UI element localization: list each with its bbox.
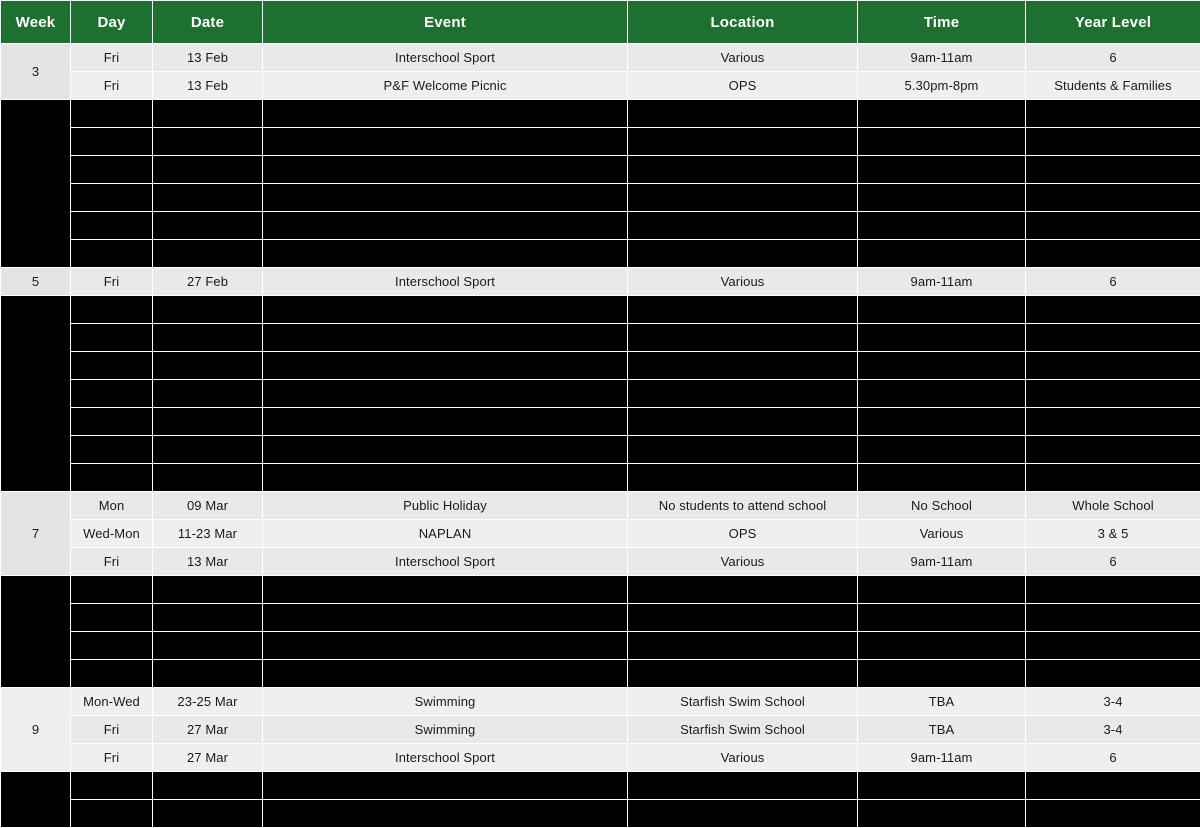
column-header-time: Time: [858, 1, 1026, 44]
cell-year-level: [1026, 184, 1200, 212]
cell-location: OPS: [628, 520, 858, 548]
cell-date: [153, 296, 263, 324]
cell-year-level: Students & Families: [1026, 72, 1200, 100]
cell-day: [71, 408, 153, 436]
cell-location: OPS: [628, 72, 858, 100]
cell-date: [153, 660, 263, 688]
table-row: [1, 324, 1200, 352]
table-row: [1, 408, 1200, 436]
cell-time: [858, 128, 1026, 156]
column-header-year-level: Year Level: [1026, 1, 1200, 44]
cell-time: No School: [858, 492, 1026, 520]
cell-day: [71, 800, 153, 828]
cell-event: Interschool Sport: [263, 44, 628, 72]
cell-location: Various: [628, 268, 858, 296]
cell-event: [263, 184, 628, 212]
cell-year-level: [1026, 380, 1200, 408]
table-row: [1, 100, 1200, 128]
cell-year-level: 6: [1026, 744, 1200, 772]
cell-year-level: [1026, 240, 1200, 268]
cell-event: [263, 660, 628, 688]
cell-year-level: [1026, 604, 1200, 632]
table-row: [1, 380, 1200, 408]
cell-day: Fri: [71, 548, 153, 576]
cell-day: [71, 632, 153, 660]
cell-year-level: 3-4: [1026, 716, 1200, 744]
table-header: [1, 1, 1200, 44]
cell-time: [858, 156, 1026, 184]
cell-event: [263, 772, 628, 800]
cell-location: [628, 324, 858, 352]
table-row: [1, 268, 1200, 296]
cell-day: [71, 660, 153, 688]
cell-time: [858, 352, 1026, 380]
table-row: [1, 72, 1200, 100]
table-row: [1, 548, 1200, 576]
cell-day: [71, 212, 153, 240]
cell-year-level: [1026, 436, 1200, 464]
cell-date: [153, 128, 263, 156]
column-header-date: Date: [153, 1, 263, 44]
cell-time: TBA: [858, 688, 1026, 716]
cell-location: Various: [628, 44, 858, 72]
cell-time: [858, 604, 1026, 632]
cell-year-level: 3-4: [1026, 688, 1200, 716]
cell-date: [153, 184, 263, 212]
cell-day: [71, 352, 153, 380]
cell-date: [153, 240, 263, 268]
cell-location: [628, 352, 858, 380]
cell-year-level: [1026, 576, 1200, 604]
cell-week: 7: [1, 492, 71, 576]
cell-date: [153, 464, 263, 492]
cell-event: [263, 632, 628, 660]
cell-date: 11-23 Mar: [153, 520, 263, 548]
cell-time: [858, 296, 1026, 324]
cell-day: [71, 240, 153, 268]
cell-day: [71, 128, 153, 156]
table-row: [1, 716, 1200, 744]
cell-date: 13 Mar: [153, 548, 263, 576]
cell-day: [71, 296, 153, 324]
cell-week: [1, 100, 71, 268]
cell-event: [263, 212, 628, 240]
cell-time: [858, 380, 1026, 408]
cell-week: [1, 772, 71, 828]
cell-year-level: [1026, 100, 1200, 128]
cell-location: No students to attend school: [628, 492, 858, 520]
cell-year-level: [1026, 156, 1200, 184]
cell-event: [263, 100, 628, 128]
cell-day: Fri: [71, 72, 153, 100]
cell-year-level: [1026, 128, 1200, 156]
cell-date: [153, 352, 263, 380]
cell-time: 9am-11am: [858, 44, 1026, 72]
cell-event: Swimming: [263, 716, 628, 744]
cell-year-level: [1026, 800, 1200, 828]
cell-time: [858, 464, 1026, 492]
cell-location: [628, 772, 858, 800]
cell-location: [628, 128, 858, 156]
cell-day: [71, 576, 153, 604]
cell-day: [71, 324, 153, 352]
cell-year-level: [1026, 408, 1200, 436]
cell-date: [153, 380, 263, 408]
cell-year-level: 3 & 5: [1026, 520, 1200, 548]
table-row: [1, 184, 1200, 212]
cell-event: [263, 576, 628, 604]
cell-event: [263, 352, 628, 380]
table-row: [1, 660, 1200, 688]
header-row: [1, 1, 1200, 44]
cell-time: [858, 324, 1026, 352]
cell-location: [628, 604, 858, 632]
cell-location: [628, 576, 858, 604]
cell-event: [263, 156, 628, 184]
cell-date: [153, 772, 263, 800]
cell-year-level: Whole School: [1026, 492, 1200, 520]
cell-date: 27 Mar: [153, 716, 263, 744]
cell-location: [628, 100, 858, 128]
cell-time: [858, 436, 1026, 464]
cell-date: [153, 604, 263, 632]
cell-day: [71, 380, 153, 408]
column-header-week: Week: [1, 1, 71, 44]
table-row: [1, 464, 1200, 492]
cell-event: [263, 436, 628, 464]
cell-week: 9: [1, 688, 71, 772]
cell-event: [263, 464, 628, 492]
table-row: [1, 240, 1200, 268]
table-row: [1, 436, 1200, 464]
cell-location: [628, 212, 858, 240]
cell-event: NAPLAN: [263, 520, 628, 548]
cell-location: [628, 632, 858, 660]
cell-location: Starfish Swim School: [628, 688, 858, 716]
cell-location: [628, 156, 858, 184]
cell-event: [263, 240, 628, 268]
cell-year-level: [1026, 324, 1200, 352]
cell-location: [628, 240, 858, 268]
cell-week: 5: [1, 268, 71, 296]
cell-day: [71, 464, 153, 492]
cell-date: 23-25 Mar: [153, 688, 263, 716]
cell-date: 09 Mar: [153, 492, 263, 520]
table-row: [1, 688, 1200, 716]
cell-time: 9am-11am: [858, 744, 1026, 772]
cell-date: 27 Feb: [153, 268, 263, 296]
cell-date: [153, 436, 263, 464]
table-row: [1, 800, 1200, 828]
table-row: [1, 492, 1200, 520]
cell-time: [858, 632, 1026, 660]
cell-event: [263, 296, 628, 324]
cell-time: [858, 212, 1026, 240]
cell-year-level: [1026, 296, 1200, 324]
cell-day: Mon-Wed: [71, 688, 153, 716]
cell-day: [71, 772, 153, 800]
table-row: [1, 576, 1200, 604]
cell-date: [153, 408, 263, 436]
cell-day: [71, 156, 153, 184]
cell-location: [628, 800, 858, 828]
cell-year-level: 6: [1026, 44, 1200, 72]
cell-location: [628, 380, 858, 408]
cell-location: Various: [628, 744, 858, 772]
table-row: [1, 604, 1200, 632]
table-row: [1, 520, 1200, 548]
cell-date: 13 Feb: [153, 72, 263, 100]
cell-date: [153, 324, 263, 352]
cell-time: [858, 660, 1026, 688]
cell-time: Various: [858, 520, 1026, 548]
cell-day: [71, 436, 153, 464]
cell-year-level: [1026, 660, 1200, 688]
table-row: [1, 128, 1200, 156]
cell-event: [263, 604, 628, 632]
cell-day: [71, 100, 153, 128]
cell-location: [628, 408, 858, 436]
cell-day: Wed-Mon: [71, 520, 153, 548]
cell-event: [263, 408, 628, 436]
cell-date: [153, 800, 263, 828]
cell-time: [858, 240, 1026, 268]
cell-week: 3: [1, 44, 71, 100]
cell-location: [628, 464, 858, 492]
cell-time: [858, 184, 1026, 212]
cell-year-level: [1026, 772, 1200, 800]
table-row: [1, 212, 1200, 240]
cell-time: 5.30pm-8pm: [858, 72, 1026, 100]
cell-year-level: [1026, 212, 1200, 240]
cell-day: Fri: [71, 268, 153, 296]
cell-date: 27 Mar: [153, 744, 263, 772]
cell-time: 9am-11am: [858, 548, 1026, 576]
cell-time: [858, 772, 1026, 800]
cell-week: [1, 296, 71, 492]
cell-week: [1, 576, 71, 688]
cell-day: Fri: [71, 44, 153, 72]
cell-location: [628, 436, 858, 464]
cell-location: Various: [628, 548, 858, 576]
cell-location: [628, 660, 858, 688]
cell-date: [153, 632, 263, 660]
table-row: [1, 772, 1200, 800]
column-header-location: Location: [628, 1, 858, 44]
cell-event: [263, 128, 628, 156]
cell-event: Interschool Sport: [263, 268, 628, 296]
table-row: [1, 296, 1200, 324]
cell-event: Interschool Sport: [263, 548, 628, 576]
cell-year-level: [1026, 352, 1200, 380]
cell-time: [858, 100, 1026, 128]
cell-day: Mon: [71, 492, 153, 520]
cell-event: [263, 800, 628, 828]
cell-time: [858, 576, 1026, 604]
table-row: [1, 632, 1200, 660]
column-header-event: Event: [263, 1, 628, 44]
cell-time: 9am-11am: [858, 268, 1026, 296]
cell-event: Interschool Sport: [263, 744, 628, 772]
cell-date: [153, 156, 263, 184]
cell-event: [263, 324, 628, 352]
cell-year-level: [1026, 632, 1200, 660]
cell-date: [153, 212, 263, 240]
cell-day: [71, 604, 153, 632]
cell-event: P&F Welcome Picnic: [263, 72, 628, 100]
cell-date: [153, 100, 263, 128]
cell-time: TBA: [858, 716, 1026, 744]
cell-day: Fri: [71, 716, 153, 744]
table-row: [1, 156, 1200, 184]
cell-event: [263, 380, 628, 408]
cell-year-level: 6: [1026, 548, 1200, 576]
table-body: [1, 44, 1200, 828]
table-row: [1, 744, 1200, 772]
cell-time: [858, 800, 1026, 828]
column-header-day: Day: [71, 1, 153, 44]
cell-day: Fri: [71, 744, 153, 772]
cell-year-level: 6: [1026, 268, 1200, 296]
cell-year-level: [1026, 464, 1200, 492]
cell-event: Public Holiday: [263, 492, 628, 520]
cell-location: [628, 184, 858, 212]
cell-location: [628, 296, 858, 324]
cell-day: [71, 184, 153, 212]
table-row: [1, 44, 1200, 72]
cell-date: [153, 576, 263, 604]
cell-date: 13 Feb: [153, 44, 263, 72]
cell-event: Swimming: [263, 688, 628, 716]
cell-time: [858, 408, 1026, 436]
cell-location: Starfish Swim School: [628, 716, 858, 744]
table-row: [1, 352, 1200, 380]
